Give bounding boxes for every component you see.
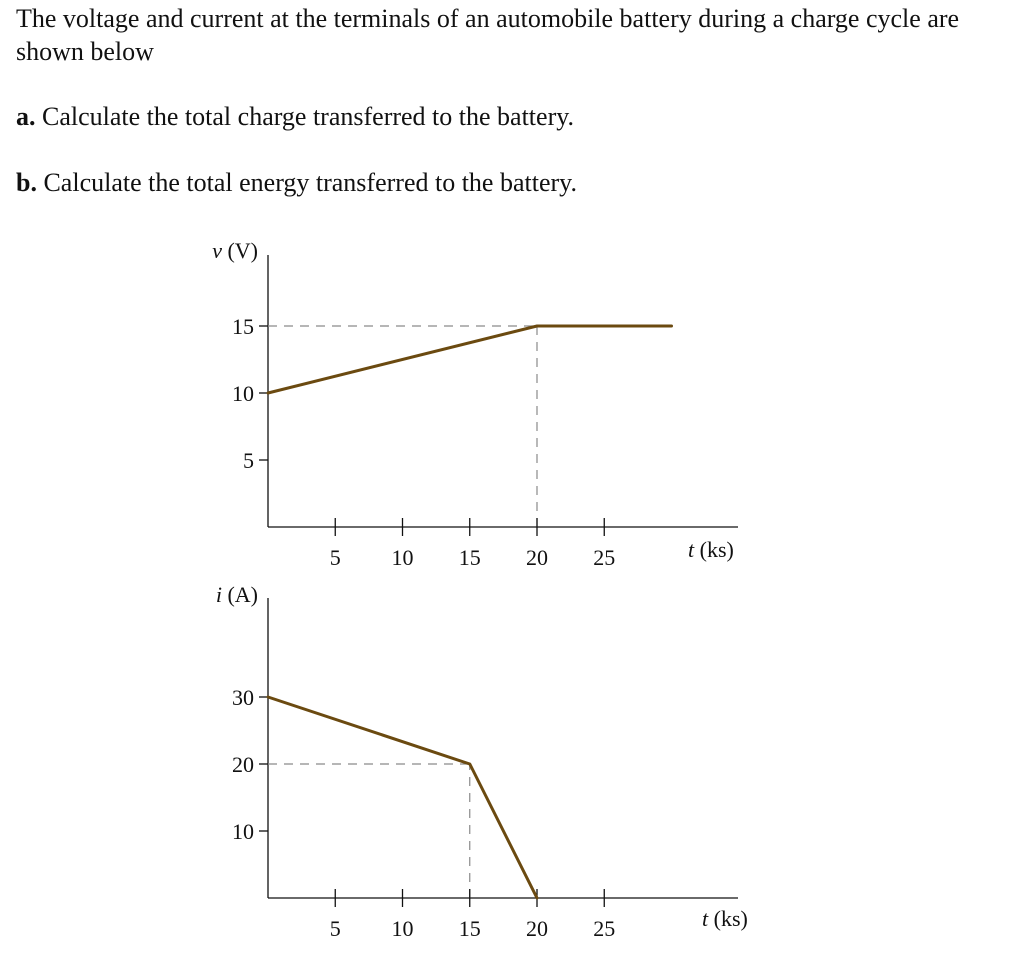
voltage-y-axis-label [212,238,258,263]
current-x-axis-unit: (ks) [708,906,748,931]
voltage-y-tick-label: 10 [232,381,254,406]
current-x-tick-label: 20 [526,916,548,941]
voltage-x-tick-label: 25 [593,545,616,570]
voltage-chart [212,238,738,570]
voltage-y-tick-label: 5 [243,448,254,473]
voltage-x-tick-label: 10 [391,545,414,570]
current-y-tick-label: 10 [232,819,254,844]
question-b-marker: b. [16,168,37,197]
question-b-text: Calculate the total energy transferred to the battery. [43,168,577,197]
current-y-tick-label: 30 [232,685,254,710]
current-x-axis-label [702,906,748,931]
current-x-tick-label: 15 [458,916,481,941]
current-y-tick-label: 20 [232,752,254,777]
current-y-axis-label [216,582,258,607]
current-x-tick-label: 5 [329,916,341,941]
voltage-y-axis-symbol: v [212,238,222,263]
voltage-x-axis-symbol: t [688,537,695,562]
voltage-x-axis-label [688,537,734,562]
current-x-tick-label: 25 [593,916,616,941]
voltage-x-tick-label: 5 [329,545,341,570]
voltage-x-axis-unit: (ks) [694,537,734,562]
current-x-tick-label: 10 [391,916,414,941]
current-y-axis-symbol: i [215,582,222,607]
problem-intro: The voltage and current at the terminals of an automobile battery during a charge cycle are shown below [16,4,960,66]
voltage-y-axis-unit: (V) [221,238,258,263]
voltage-x-tick-label: 20 [526,545,548,570]
current-x-axis-symbol: t [702,906,709,931]
question-a-text: Calculate the total charge transferred to the battery. [42,102,575,131]
question-a-marker: a. [16,102,36,131]
current-y-axis-unit: (A) [221,582,258,607]
voltage-x-tick-label: 15 [458,545,481,570]
current-chart [216,582,748,941]
voltage-series-line [268,326,672,393]
current-series-line [268,697,537,898]
voltage-y-tick-label: 15 [232,314,254,339]
